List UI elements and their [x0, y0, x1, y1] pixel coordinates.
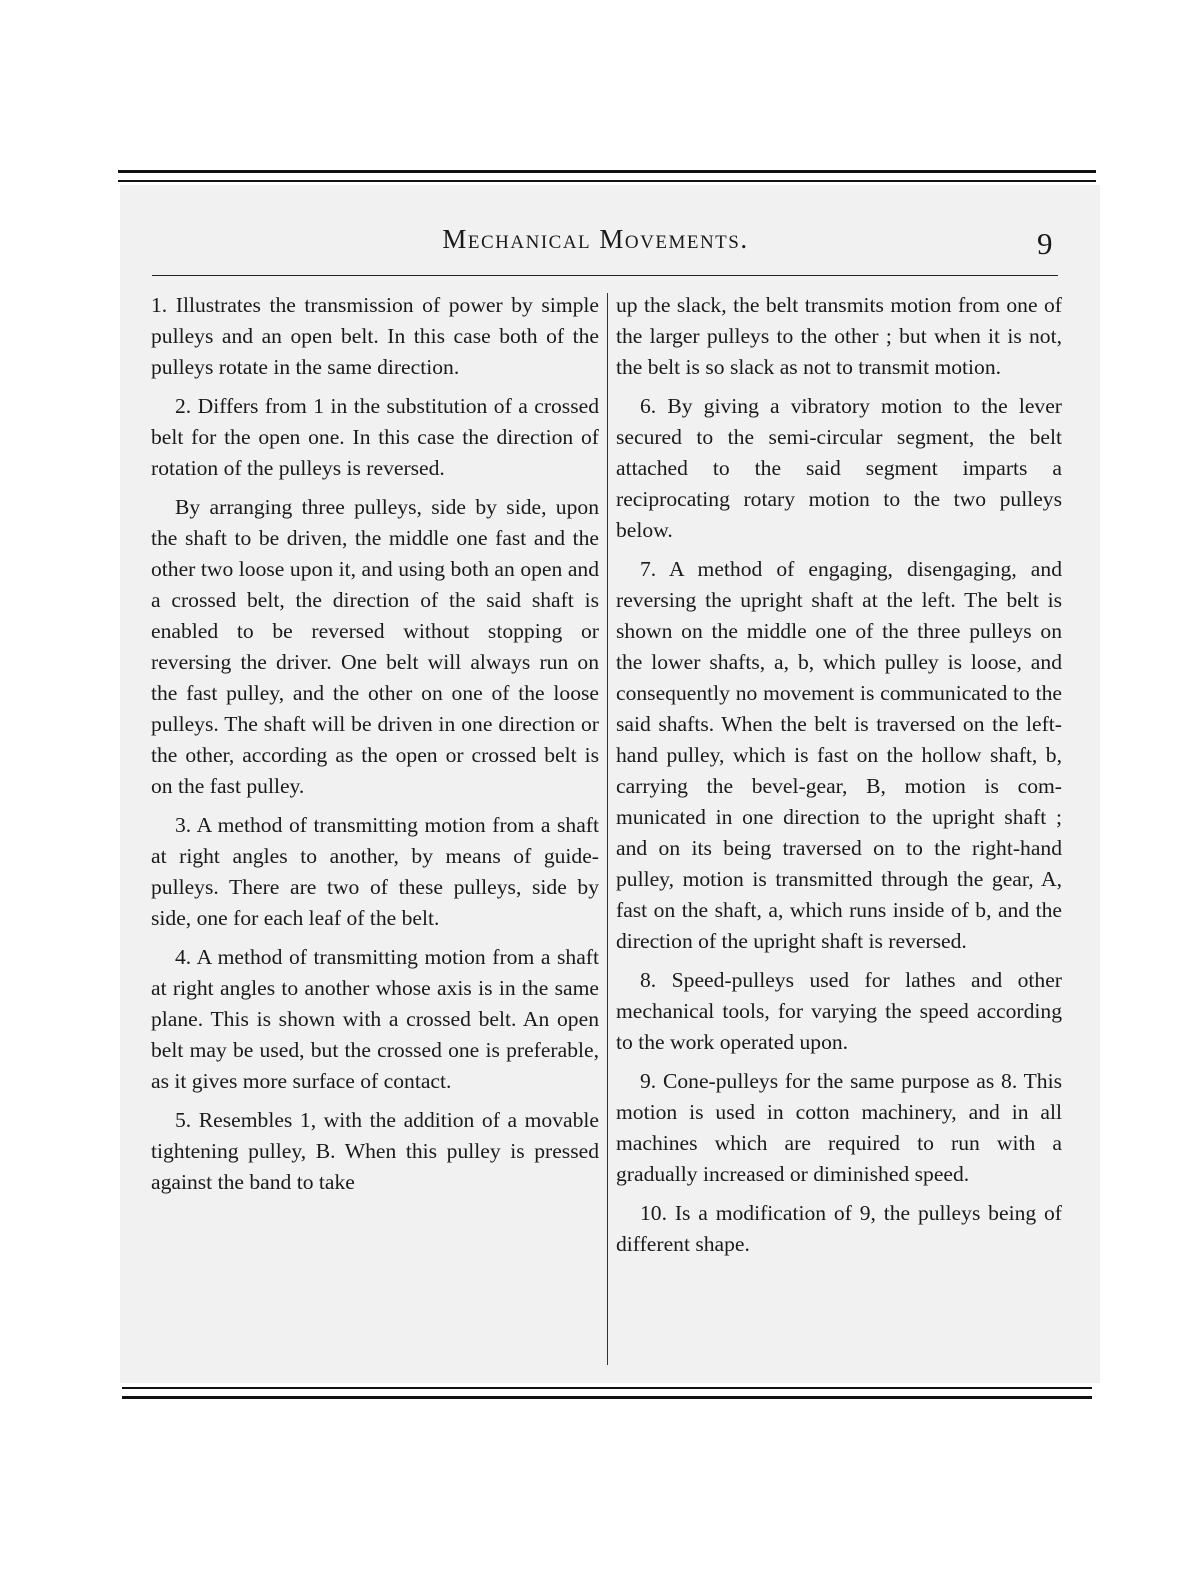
paragraph-2-continued: By arranging three pulleys, side by side, upon the shaft to be driven, the middle one fast and the other two loose upon it, and using both an open and a crossed belt, the direction of the said shaft is enabled to be reversed without stopping or reversing the driver. One belt will always run on the fast pulley, and the other on one of the loose pulleys. The shaft will be driven in one direction or the other, according as the open or crossed belt is on the fast pulley.	[151, 495, 599, 798]
running-head	[0, 224, 1191, 255]
paragraph-8: 8. Speed-pulleys used for lathes and other mechanical tools, for varying the speed according to the work operated upon.	[616, 968, 1062, 1054]
running-head-title: Mechanical Movements.	[442, 224, 749, 254]
header-rule	[152, 275, 1058, 276]
top-border-rule-inner	[118, 180, 1096, 182]
paragraph-9: 9. Cone-pulleys for the same purpose as 8. This motion is used in cotton machinery, and in all machines which are required to run with a gradually increased or diminished speed.	[616, 1069, 1062, 1186]
bottom-border-rule-outer	[122, 1396, 1092, 1399]
bottom-border-rule	[122, 1387, 1092, 1389]
paragraph-4: 4. A method of transmitting motion from a shaft at right angles to another whose axis is in the same plane. This is shown with a crossed belt. An open belt may be used, but the crossed one is preferable, as it gives more surface of contact.	[151, 945, 599, 1093]
paragraph-3: 3. A method of transmitting motion from a shaft at right angles to another, by means of guide-pulleys. There are two of these pulleys, side by side, one for each leaf of the belt.	[151, 813, 599, 930]
column-divider	[607, 293, 608, 1365]
page-number: 9	[1037, 226, 1053, 261]
paragraph-7: 7. A method of engaging, disengaging, and reversing the upright shaft at the left. The belt is shown on the middle one of the three pulleys on the lower shafts, a, b, which pulley is loose, and consequently no movement is communicated to the said shafts. When the belt is traversed on the left-hand pulley, which is fast on the hollow shaft, b, carrying the bevel-gear, B, motion is communicated in one direction to the upright shaft ; and on its being traversed on to the right-hand pulley, motion is transmitted through the gear, A, fast on the shaft, a, which runs inside of b, and the direction of the upright shaft is reversed.	[616, 557, 1062, 953]
paragraph-2: 2. Differs from 1 in the substitution of a crossed belt for the open one. In this case the direction of rotation of the pulleys is reversed.	[151, 394, 599, 480]
right-column	[616, 290, 1062, 1260]
paragraph-6: 6. By giving a vibratory motion to the lever secured to the semi-circular segment, the belt attached to the said segment imparts a reciprocating rotary motion to the two pulleys below.	[616, 394, 1062, 542]
paragraph-5: 5. Resembles 1, with the addition of a movable tightening pulley, B. When this pulley is pressed against the band to take	[151, 1108, 599, 1194]
left-column	[151, 290, 599, 1198]
top-border-rule	[118, 170, 1096, 173]
paragraph-5-continued: up the slack, the belt transmits motion from one of the larger pulleys to the other ; but when it is not, the belt is so slack as not to transmit motion.	[616, 293, 1062, 379]
paragraph-1: 1. Illustrates the transmission of power by simple pulleys and an open belt. In this case both of the pulleys rotate in the same direction.	[151, 293, 599, 379]
paragraph-10: 10. Is a modification of 9, the pulleys being of different shape.	[616, 1201, 1062, 1256]
